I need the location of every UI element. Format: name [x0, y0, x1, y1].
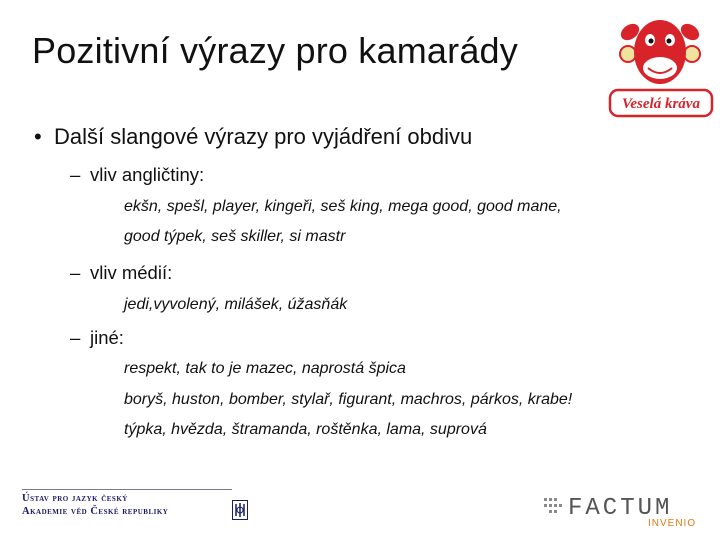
vesela-krava-logo — [608, 10, 714, 120]
institute-name: Ústav pro jazyk český — [22, 493, 128, 504]
invenio-text: INVENIO — [648, 518, 697, 529]
sub-bullet-other — [70, 327, 124, 349]
sub-bullet-label: vliv angličtiny: — [90, 164, 205, 185]
dash-icon: – — [70, 164, 81, 185]
institute-logo — [22, 492, 222, 526]
factum-text: FACTUM — [568, 495, 673, 522]
sub-bullet-media — [70, 262, 172, 284]
example-line: good týpek, seš skiller, si mastr — [124, 228, 346, 245]
example-line: jedi,vyvolený, milášek, úžasňák — [124, 296, 348, 313]
main-bullet — [34, 124, 472, 150]
example-line: boryš, huston, bomber, stylař, figurant, machros, párkos, krabe! — [124, 391, 573, 408]
bullet-icon: • — [34, 124, 42, 149]
slide-title: Pozitivní výrazy pro kamarády — [32, 30, 518, 71]
example-line: respekt, tak to je mazec, naprostá špica — [124, 360, 406, 377]
example-line: týpka, hvězda, štramanda, roštěnka, lama, suprová — [124, 421, 487, 438]
logo-text: Veselá kráva — [622, 96, 700, 112]
dash-icon: – — [70, 262, 81, 283]
divider — [22, 489, 232, 490]
factum-invenio-logo — [544, 492, 704, 532]
sub-bullet-label: vliv médií: — [90, 262, 173, 283]
main-bullet-text: Další slangové výrazy pro vyjádření obdivu — [54, 124, 473, 149]
dash-icon: – — [70, 327, 81, 348]
sub-bullet-english — [70, 164, 204, 186]
academy-name: Akademie věd České republiky — [22, 506, 169, 517]
academy-crest-icon — [232, 500, 248, 520]
example-line: ekšn, spešl, player, kingeři, seš king, mega good, good mane, — [124, 198, 562, 215]
sub-bullet-label: jiné: — [90, 327, 124, 348]
